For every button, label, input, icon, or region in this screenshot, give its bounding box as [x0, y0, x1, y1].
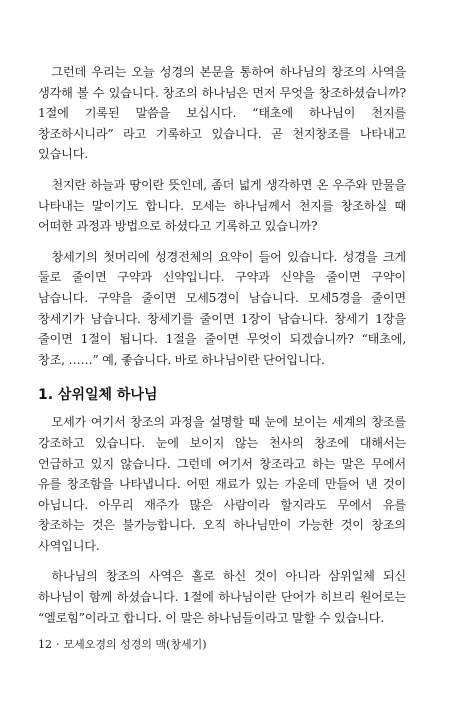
- page-footer: [38, 636, 207, 652]
- paragraph-intro-1: 그런데 우리는 오늘 성경의 본문을 통하여 하나님의 창조의 사역을 생각해 볼 수 있습니다. 창조의 하나님은 먼저 무엇을 창조하셨습니까? 1절에 기록된 말씀을 보십시다. “태초에 하나님이 천지를 창조하시니라” 라고 기록하고 있습니다. 곧 천지창조를 나타내고 있습니다.: [38, 65, 406, 162]
- footer-separator: ·: [56, 638, 60, 651]
- paragraph-section-1: 모세가 여기서 창조의 과정을 설명할 때 눈에 보이는 세계의 창조를 강조하고 있습니다. 눈에 보이지 않는 천사의 창조에 대해서는 언급하고 있지 않습니다. 그런데 여기서 창조라고 하는 말은 무에서 유를 창조함을 나타냅니다. 어떤 재료가 있는 가운데 만들어 낸 것이 아닙니다. 아무리 재주가 많은 사람이라 할지라도 무에서 유를 창조하는 것은 불가능합니다. 오직 하나님만이 가능한 것이 창조의 사역입니다.: [38, 415, 406, 553]
- section-heading: 1. 삼위일체 하나님: [38, 387, 158, 404]
- paragraph-section-2: 하나님의 창조의 사역은 홀로 하신 것이 아니라 삼위일체 되신 하나님이 함께 하셨습니다. 1절에 하나님이란 단어가 히브리 원어로는 “엘로힘”이라고 합니다. 이 말은 하나님들이라고 말할 수 있습니다.: [38, 569, 406, 625]
- paragraph-intro-2: 천지란 하늘과 땅이란 뜻인데, 좀더 넓게 생각하면 온 우주와 만물을 나타내는 말이기도 합니다. 모세는 하나님께서 천지를 창조하실 때 어떠한 과정과 방법으로 하셨다고 기록하고 있습니까?: [38, 177, 406, 234]
- page-number: 12: [38, 638, 52, 651]
- page-body: [38, 62, 406, 638]
- book-title: 모세오경의 성경의 맥(창세기): [63, 638, 207, 651]
- paragraph-intro-3: 창세기의 첫머리에 성경전체의 요약이 들어 있습니다. 성경을 크게 둘로 줄이면 구약과 신약입니다. 구약과 신약을 줄이면 구약이 남습니다. 구약을 줄이면 모세5경이 남습니다. 모세5경을 줄이면 창세기가 남습니다. 창세기를 줄이면 1장이 남습니다. 창세기 1장을 줄이면 1절이 됩니다. 1절을 줄이면 무엇이 되겠습니까? “태초에, 창조, ……” 예, 좋습니다. 바로 하나님이란 단어입니다.: [38, 249, 406, 367]
